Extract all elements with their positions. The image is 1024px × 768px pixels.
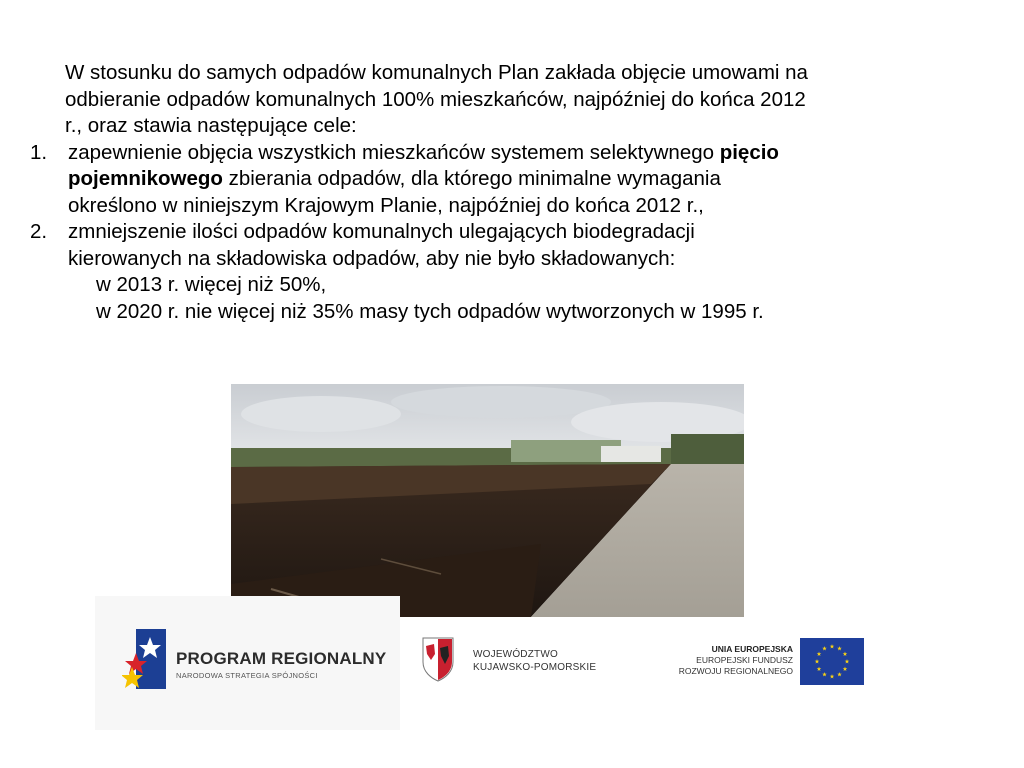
eu-flag-icon	[800, 638, 864, 685]
compost-site-photo	[231, 384, 744, 617]
unia-europejska-text	[679, 644, 793, 677]
goal-text: zapewnienie objęcia wszystkich mieszkańców systemem selektywnego	[68, 140, 720, 164]
wojewodztwo-line: WOJEWÓDZTWO	[473, 649, 558, 660]
goal-text: zmniejszenie ilości odpadów komunalnych ulegających biodegradacji	[68, 220, 695, 243]
unia-line: EUROPEJSKI FUNDUSZ	[696, 655, 793, 665]
goal-text: określono w niniejszym Krajowym Planie, najpóźniej do końca 2012 r.,	[68, 193, 704, 217]
unia-europejska-logo	[678, 638, 864, 688]
goals-list	[30, 140, 1005, 326]
goal-sub-item: w 2020 r. nie więcej niż 35% masy tych odpadów wytworzonych w 1995 r.	[96, 299, 764, 323]
wojewodztwo-logo	[421, 636, 611, 684]
unia-line: ROZWOJU REGIONALNEGO	[678, 666, 793, 676]
unia-line: UNIA EUROPEJSKA	[711, 644, 793, 654]
program-regionalny-star-icon	[122, 629, 166, 693]
goal-bold-text: pięcio	[719, 140, 779, 164]
intro-line: r., oraz stawia następujące cele:	[65, 114, 357, 137]
program-regionalny-subtitle: NARODOWA STRATEGIA SPÓJNOŚCI	[176, 671, 318, 680]
goal-number: 1.	[30, 140, 48, 164]
goal-item-1	[30, 140, 1005, 220]
program-regionalny-logo	[122, 625, 412, 705]
wojewodztwo-line: KUJAWSKO-POMORSKIE	[473, 662, 597, 673]
goal-sub-item: w 2013 r. więcej niż 50%,	[96, 273, 327, 296]
slide-text	[30, 60, 1005, 325]
intro-line: odbieranie odpadów komunalnych 100% mieszkańców, najpóźniej do końca 2012	[65, 87, 806, 111]
intro-paragraph	[30, 60, 1005, 140]
intro-line: W stosunku do samych odpadów komunalnych Plan zakłada objęcie umowami na	[65, 61, 808, 84]
goal-text: kierowanych na składowiska odpadów, aby nie było składowanych:	[68, 246, 676, 270]
goal-text: zbierania odpadów, dla którego minimalne wymagania	[222, 167, 721, 190]
coat-of-arms-icon	[421, 636, 455, 682]
goal-bold-text: pojemnikowego	[68, 167, 223, 190]
program-regionalny-title: PROGRAM REGIONALNY	[176, 649, 387, 668]
goal-item-2	[30, 219, 1005, 325]
wojewodztwo-text	[473, 648, 596, 674]
goal-number: 2.	[30, 220, 48, 243]
